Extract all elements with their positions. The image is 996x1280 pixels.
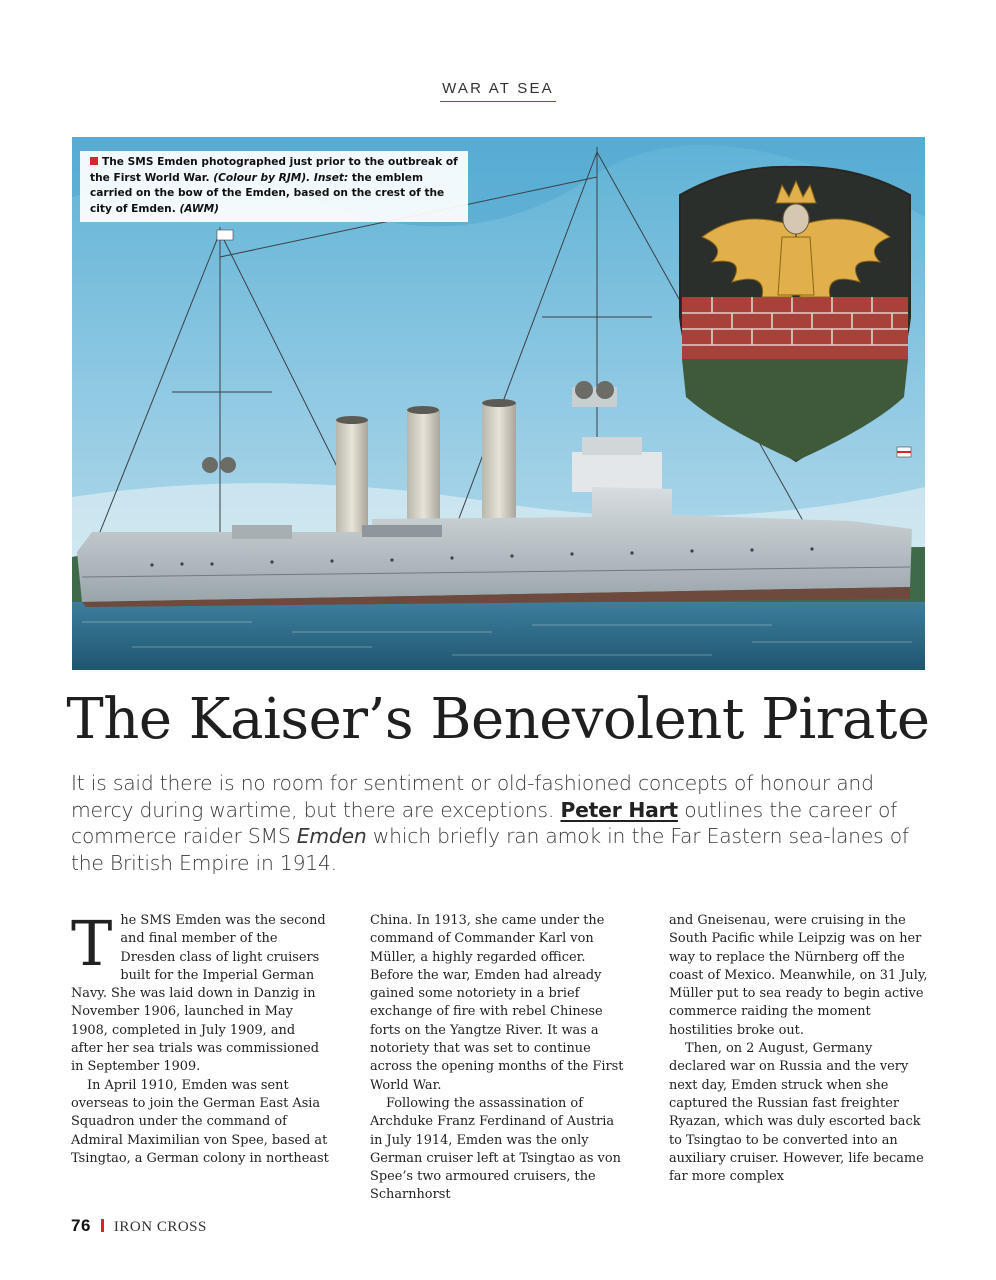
paragraph: Then, on 2 August, Germany declared war on Russia and the very next day, Emden struck when she captured the Russian fast freighter Ryazan, which was duly escorted back to Tsingtao to be converted into an auxiliary cruiser. However, life became far more complex (669, 1041, 924, 1185)
caption-text-2: the emblem carried on the bow of the Emden, based on the crest of the city of Emden. (90, 171, 445, 215)
magazine-name: IRON CROSS (113, 1219, 207, 1235)
body-column-3 (669, 912, 928, 1205)
standfirst-ship-name: Emden (296, 824, 367, 848)
paragraph-text: he SMS Emden was the second and final member of the Dresden class of light cruisers built for the Imperial German Navy. She was laid down in Danzig in November 1906, launched in May 1908, completed in July 1909, and after her sea trials was commissioned in September 1909. (71, 913, 326, 1075)
caption-credit-2: (AWM) (179, 202, 219, 215)
body-column-2 (370, 912, 629, 1205)
paragraph: and Gneisenau, were cruising in the South Pacific while Leipzig was on her way to replace the Nürnberg off the coast of Mexico. Meanwhile, on 31 July, Müller put to sea ready to begin active commerce raiding the moment hostilities broke out. (669, 913, 928, 1038)
body-column-1 (71, 907, 330, 1205)
photo-caption (80, 151, 468, 222)
caption-marker (90, 157, 98, 165)
paragraph (71, 907, 330, 1077)
standfirst-part-3: which briefly ran amok in the Far Eastern sea-lanes of the British Empire in 1914. (71, 824, 909, 875)
standfirst-part-1: It is said there is no room for sentiment or old-fashioned concepts of honour and mercy during wartime, but there are exceptions. (71, 771, 874, 822)
footer-divider (101, 1219, 104, 1232)
paragraph: In April 1910, Emden was sent overseas to join the German East Asia Squadron under the command of Admiral Maximilian von Spee, based at Tsingtao, a German colony in northeast (71, 1077, 329, 1166)
page-footer (71, 1216, 207, 1236)
caption-credit-1: (Colour by RJM). (213, 171, 311, 184)
standfirst (71, 770, 931, 876)
drop-cap: T (71, 907, 113, 980)
paragraph: China. In 1913, she came under the command of Commander Karl von Müller, a highly regarded officer. Before the war, Emden had already gained some notoriety in a brief exchange of fire with rebel Chinese forts on the Yangtze River. It was a notoriety that was set to continue across the opening months of the First World War. (370, 913, 624, 1093)
author-name: Peter Hart (560, 797, 678, 822)
caption-text-1: The SMS Emden photographed just prior to the outbreak of the First World War. (90, 156, 458, 184)
section-header (0, 78, 996, 102)
page-number: 76 (71, 1216, 91, 1235)
section-label: WAR AT SEA (440, 80, 556, 102)
paragraph: Following the assassination of Archduke Franz Ferdinand of Austria in July 1914, Emden was the only German cruiser left at Tsingtao as von Spee’s two armoured cruisers, the Scharnhorst (370, 1095, 621, 1203)
caption-inset-label: Inset: (313, 171, 349, 184)
article-title: The Kaiser’s Benevolent Pirate (66, 687, 930, 752)
body-columns (71, 907, 928, 1205)
standfirst-part-2: outlines the career of commerce raider SMS (71, 797, 898, 848)
